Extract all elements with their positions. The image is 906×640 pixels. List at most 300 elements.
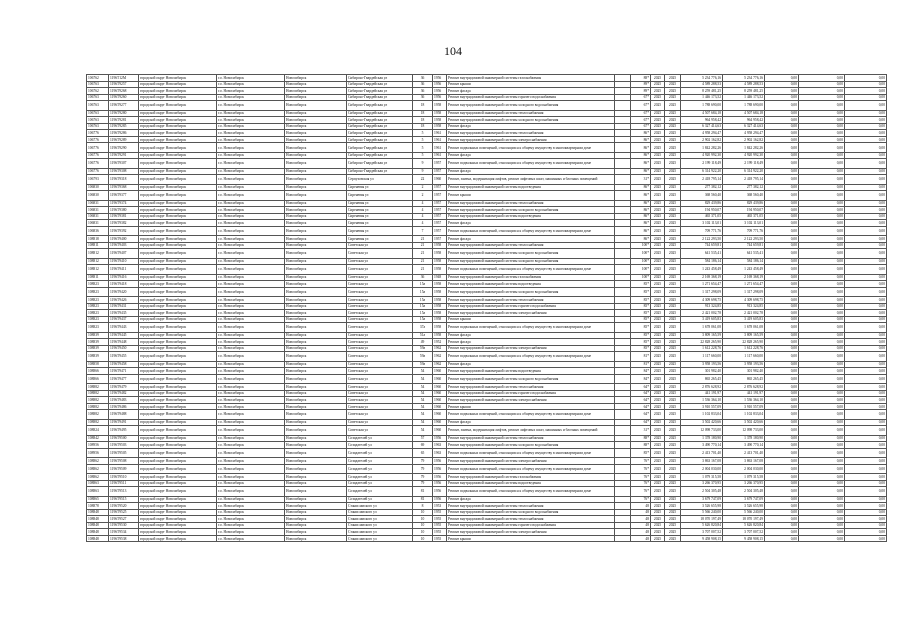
- total-cost-cell: 2 876 628,92: [681, 384, 723, 391]
- table-row: [87, 323, 887, 332]
- budget-cost-cell: 0,00: [765, 503, 799, 510]
- owners-cost-cell: 0,00: [845, 397, 887, 404]
- locality-cell: г.о. Новосибирск: [217, 220, 285, 227]
- fund-cost-cell: 2 413 701,40: [723, 448, 765, 457]
- total-cost-cell: 1 117 660,00: [681, 352, 723, 361]
- owners-cost-cell: 0,00: [845, 522, 887, 529]
- house-number-cell: 49: [413, 339, 433, 346]
- built-year-cell: 1957: [433, 168, 447, 175]
- priority-cell: 86*: [631, 159, 651, 168]
- street-cell: Сибирско-Гвардейская ул: [347, 117, 413, 124]
- owners-cost-cell: 0,00: [845, 168, 887, 175]
- priority-cell: 85*: [631, 287, 651, 296]
- priority-cell: 76*: [631, 464, 651, 473]
- owners-cost-cell: 0,00: [845, 345, 887, 352]
- house-id-cell: 1196T9308: [109, 168, 139, 175]
- total-cost-cell: 865 265,45: [681, 374, 723, 383]
- year-from-cell: 2025: [651, 397, 665, 404]
- priority-cell: 64*: [631, 384, 651, 391]
- locality-cell: г.о. Новосибирск: [217, 249, 285, 258]
- house-number-cell: 69: [413, 442, 433, 449]
- owners-cost-cell: 0,00: [845, 474, 887, 481]
- city-cell: Новосибирск: [285, 480, 347, 487]
- street-cell: Советская ул: [347, 374, 413, 383]
- street-cell: Созидателей ул: [347, 487, 413, 496]
- district-cell: городской округ Новосибирск: [139, 442, 217, 449]
- fund-cost-cell: 5 234 776,16: [723, 75, 765, 82]
- year-from-cell: 2025: [651, 136, 665, 143]
- budget-cost-cell: 0,00: [765, 487, 799, 496]
- built-year-cell: 1958: [433, 117, 447, 124]
- street-cell: Сиреневая ул: [347, 207, 413, 214]
- year-from-cell: 2025: [651, 316, 665, 323]
- budget-cost-cell: 0,00: [765, 410, 799, 419]
- year-to-cell: 2025: [665, 352, 681, 361]
- house-number-cell: 2: [413, 191, 433, 200]
- work-type-cell: Ремонт крыши: [447, 316, 615, 323]
- year-to-cell: 2025: [665, 88, 681, 95]
- row-number-cell: 108878: [87, 503, 109, 510]
- year-from-cell: 2025: [651, 368, 665, 375]
- total-cost-cell: 1 378 180,90: [681, 435, 723, 442]
- year-to-cell: 2025: [665, 316, 681, 323]
- owners-cost-cell: 0,00: [845, 509, 887, 516]
- street-cell: Советская ул: [347, 368, 413, 375]
- built-year-cell: 1956: [433, 496, 447, 503]
- budget-cost-cell: 0,00: [765, 274, 799, 281]
- priority-cell: 86*: [631, 200, 651, 207]
- fund-cost-cell: 964 958,42: [723, 117, 765, 124]
- house-number-cell: 10: [413, 535, 433, 542]
- house-number-cell: 36: [413, 88, 433, 95]
- house-number-cell: 5: [413, 152, 433, 159]
- locality-cell: г.о. Новосибирск: [217, 159, 285, 168]
- built-year-cell: 1961: [433, 143, 447, 152]
- local-budget-cell: 0,00: [799, 236, 845, 243]
- fund-cost-cell: 2 418 795,14: [723, 175, 765, 184]
- total-cost-cell: 3 958 193,56: [681, 361, 723, 368]
- year-to-cell: 2025: [665, 374, 681, 383]
- budget-cost-cell: 0,00: [765, 345, 799, 352]
- built-year-cell: 1953: [433, 503, 447, 510]
- fund-cost-cell: 2 504 305,48: [723, 487, 765, 496]
- city-cell: Новосибирск: [285, 332, 347, 339]
- city-cell: Новосибирск: [285, 101, 347, 110]
- fund-cost-cell: 1 842 282,26: [723, 143, 765, 152]
- locality-cell: г.о. Новосибирск: [217, 75, 285, 82]
- house-id-cell: 1196T9511: [109, 480, 139, 487]
- locality-cell: г.о. Новосибирск: [217, 323, 285, 332]
- built-year-cell: 1960: [433, 175, 447, 184]
- owners-cost-cell: 0,00: [845, 410, 887, 419]
- year-from-cell: 2025: [651, 236, 665, 243]
- house-number-cell: 7: [413, 226, 433, 235]
- city-cell: Новосибирск: [285, 368, 347, 375]
- city-cell: Новосибирск: [285, 464, 347, 473]
- owners-cost-cell: 0,00: [845, 368, 887, 375]
- work-type-cell: Ремонт фасада: [447, 361, 615, 368]
- budget-cost-cell: 0,00: [765, 117, 799, 124]
- city-cell: Новосибирск: [285, 175, 347, 184]
- district-cell: городской округ Новосибирск: [139, 168, 217, 175]
- local-budget-cell: 0,00: [799, 88, 845, 95]
- total-cost-cell: 3 266 370,95: [681, 480, 723, 487]
- row-number-cell: 108823: [87, 303, 109, 310]
- budget-cost-cell: 0,00: [765, 474, 799, 481]
- local-budget-cell: 0,00: [799, 258, 845, 265]
- priority-cell: 85*: [631, 448, 651, 457]
- work-type-cell: Ремонт внутридомовой инженерной системы теплоснабжения: [447, 516, 615, 523]
- row-number-cell: 108823: [87, 287, 109, 296]
- budget-cost-cell: 0,00: [765, 339, 799, 346]
- built-year-cell: 1948: [433, 274, 447, 281]
- owners-cost-cell: 0,00: [845, 496, 887, 503]
- fund-cost-cell: 8 259 481,25: [723, 88, 765, 95]
- city-cell: Новосибирск: [285, 496, 347, 503]
- total-cost-cell: 3 102 113,01: [681, 220, 723, 227]
- locality-cell: г.о. Новосибирск: [217, 384, 285, 391]
- row-number-cell: 108818: [87, 236, 109, 243]
- year-from-cell: 2025: [651, 332, 665, 339]
- year-to-cell: 2025: [665, 503, 681, 510]
- priority-cell: 88*: [631, 442, 651, 449]
- row-number-cell: 106763: [87, 117, 109, 124]
- priority-cell: 76*: [631, 480, 651, 487]
- city-cell: Новосибирск: [285, 374, 347, 383]
- fund-cost-cell: 3 863 167,08: [723, 458, 765, 465]
- house-id-cell: 1196T9280: [109, 110, 139, 117]
- budget-cost-cell: 0,00: [765, 220, 799, 227]
- local-budget-cell: 0,00: [799, 75, 845, 82]
- budget-cost-cell: 0,00: [765, 361, 799, 368]
- local-budget-cell: 0,00: [799, 442, 845, 449]
- year-to-cell: 2025: [665, 442, 681, 449]
- fund-cost-cell: 2 876 628,92: [723, 384, 765, 391]
- house-number-cell: 57: [413, 435, 433, 442]
- work-type-cell: Ремонт внутридомовой инженерной системы теплоснабжения: [447, 384, 615, 391]
- built-year-cell: 1960: [433, 374, 447, 383]
- row-number-cell: 106793: [87, 175, 109, 184]
- total-cost-cell: 3 707 007,52: [681, 529, 723, 536]
- work-type-cell: Ремонт внутридомовой инженерной системы холодного водоснабжения: [447, 207, 615, 214]
- row-number-cell: 108824: [87, 426, 109, 435]
- row-number-cell: 108848: [87, 522, 109, 529]
- district-cell: городской округ Новосибирск: [139, 332, 217, 339]
- house-id-cell: 1196T9403: [109, 242, 139, 249]
- budget-cost-cell: 0,00: [765, 297, 799, 304]
- district-cell: городской округ Новосибирск: [139, 522, 217, 529]
- house-number-cell: 15a: [413, 303, 433, 310]
- local-budget-cell: 0,00: [799, 242, 845, 249]
- owners-cost-cell: 0,00: [845, 184, 887, 191]
- work-type-cell: Ремонт внутридомовой инженерной системы теплоснабжения: [447, 110, 615, 117]
- priority-cell: 86*: [631, 191, 651, 200]
- priority-cell: 64*: [631, 410, 651, 419]
- blank-cell: [615, 159, 631, 168]
- local-budget-cell: 0,00: [799, 310, 845, 317]
- fund-cost-cell: 4 507 684,18: [723, 110, 765, 117]
- work-type-cell: Ремонт внутридомовой инженерной системы холодного водоснабжения: [447, 509, 615, 516]
- blank-cell: [615, 226, 631, 235]
- budget-cost-cell: 0,00: [765, 496, 799, 503]
- street-cell: Сибирско-Гвардейская ул: [347, 88, 413, 95]
- budget-cost-cell: 0,00: [765, 200, 799, 207]
- house-id-cell: 1196T9290: [109, 143, 139, 152]
- house-number-cell: 36: [413, 274, 433, 281]
- priority-cell: 85*: [631, 345, 651, 352]
- house-number-cell: 4: [413, 220, 433, 227]
- year-from-cell: 2025: [651, 426, 665, 435]
- year-from-cell: 2025: [651, 448, 665, 457]
- city-cell: Новосибирск: [285, 345, 347, 352]
- district-cell: городской округ Новосибирск: [139, 81, 217, 88]
- street-cell: Сибирско-Гвардейская ул: [347, 123, 413, 130]
- district-cell: городской округ Новосибирск: [139, 75, 217, 82]
- blank-cell: [615, 191, 631, 200]
- fund-cost-cell: 709 771,76: [723, 226, 765, 235]
- year-from-cell: 2025: [651, 509, 665, 516]
- priority-cell: 64*: [631, 419, 651, 426]
- budget-cost-cell: 0,00: [765, 458, 799, 465]
- house-id-cell: 1196T9520: [109, 503, 139, 510]
- built-year-cell: 1958: [433, 303, 447, 310]
- local-budget-cell: 0,00: [799, 426, 845, 435]
- year-to-cell: 2025: [665, 426, 681, 435]
- locality-cell: г.о. Новосибирск: [217, 458, 285, 465]
- built-year-cell: 1957: [433, 191, 447, 200]
- priority-cell: 31*: [631, 426, 651, 435]
- year-to-cell: 2025: [665, 339, 681, 346]
- fund-cost-cell: 6 314 922,20: [723, 168, 765, 175]
- city-cell: Новосибирск: [285, 303, 347, 310]
- street-cell: Сиреневая ул: [347, 200, 413, 207]
- locality-cell: г.о. Новосибирск: [217, 303, 285, 310]
- budget-cost-cell: 0,00: [765, 191, 799, 200]
- street-cell: Созидателей ул: [347, 448, 413, 457]
- locality-cell: г.о. Новосибирск: [217, 529, 285, 536]
- work-type-cell: Ремонт фасада: [447, 236, 615, 243]
- house-number-cell: 81: [413, 487, 433, 496]
- year-from-cell: 2025: [651, 152, 665, 159]
- local-budget-cell: 0,00: [799, 207, 845, 214]
- work-type-cell: Ремонт подвальных помещений, относящихся к общему имуществу в многоквартирном доме: [447, 265, 615, 274]
- locality-cell: г.о. Новосибирск: [217, 448, 285, 457]
- house-id-cell: 1196T9477: [109, 374, 139, 383]
- city-cell: Новосибирск: [285, 323, 347, 332]
- street-cell: Сибирско-Гвардейская ул: [347, 75, 413, 82]
- budget-cost-cell: 0,00: [765, 509, 799, 516]
- year-to-cell: 2025: [665, 274, 681, 281]
- locality-cell: г.о. Новосибирск: [217, 390, 285, 397]
- row-number-cell: 108823: [87, 281, 109, 288]
- priority-cell: 48: [631, 529, 651, 536]
- house-number-cell: 9: [413, 168, 433, 175]
- priority-cell: 64*: [631, 403, 651, 410]
- work-type-cell: Ремонт фасада: [447, 332, 615, 339]
- year-to-cell: 2025: [665, 184, 681, 191]
- owners-cost-cell: 0,00: [845, 361, 887, 368]
- house-id-cell: 1196T9525: [109, 509, 139, 516]
- locality-cell: г.о. Новосибирск: [217, 487, 285, 496]
- total-cost-cell: 1 079 315,58: [681, 474, 723, 481]
- house-number-cell: 79: [413, 474, 433, 481]
- district-cell: городской округ Новосибирск: [139, 94, 217, 101]
- built-year-cell: 1957: [433, 236, 447, 243]
- owners-cost-cell: 0,00: [845, 117, 887, 124]
- budget-cost-cell: 0,00: [765, 316, 799, 323]
- house-number-cell: 79: [413, 464, 433, 473]
- year-to-cell: 2025: [665, 191, 681, 200]
- house-number-cell: 59a: [413, 352, 433, 361]
- street-cell: Советская ул: [347, 249, 413, 258]
- house-id-cell: 1196T9435: [109, 310, 139, 317]
- fund-cost-cell: 913 324,85: [723, 303, 765, 310]
- built-year-cell: 1955: [433, 522, 447, 529]
- work-type-cell: Ремонт внутридомовой инженерной системы горячего водоснабжения: [447, 390, 615, 397]
- year-from-cell: 2025: [651, 487, 665, 496]
- city-cell: Новосибирск: [285, 297, 347, 304]
- year-to-cell: 2025: [665, 152, 681, 159]
- district-cell: городской округ Новосибирск: [139, 207, 217, 214]
- district-cell: городской округ Новосибирск: [139, 397, 217, 404]
- row-number-cell: 108862: [87, 458, 109, 465]
- total-cost-cell: 1 317 298,09: [681, 287, 723, 296]
- house-number-cell: 54: [413, 384, 433, 391]
- row-number-cell: 108862: [87, 474, 109, 481]
- year-from-cell: 2025: [651, 88, 665, 95]
- house-id-cell: 1196T9380: [109, 207, 139, 214]
- owners-cost-cell: 0,00: [845, 384, 887, 391]
- budget-cost-cell: 0,00: [765, 159, 799, 168]
- budget-cost-cell: 0,00: [765, 464, 799, 473]
- house-id-cell: 1196T9416: [109, 274, 139, 281]
- total-cost-cell: 301 982,40: [681, 368, 723, 375]
- priority-cell: 76*: [631, 458, 651, 465]
- total-cost-cell: 6 314 922,20: [681, 168, 723, 175]
- street-cell: Советская ул: [347, 426, 413, 435]
- row-number-cell: 108866: [87, 374, 109, 383]
- total-cost-cell: 2 418 795,14: [681, 175, 723, 184]
- city-cell: Новосибирск: [285, 435, 347, 442]
- built-year-cell: 1958: [433, 242, 447, 249]
- locality-cell: г.о. Новосибирск: [217, 361, 285, 368]
- total-cost-cell: 1 271 654,47: [681, 281, 723, 288]
- priority-cell: 85*: [631, 297, 651, 304]
- district-cell: городской округ Новосибирск: [139, 303, 217, 310]
- budget-cost-cell: 0,00: [765, 123, 799, 130]
- street-cell: Сиреневая ул: [347, 236, 413, 243]
- row-number-cell: 106776: [87, 130, 109, 137]
- built-year-cell: 1960: [433, 403, 447, 410]
- row-number-cell: 108956: [87, 442, 109, 449]
- house-number-cell: 79: [413, 480, 433, 487]
- house-id-cell: 1196T9508: [109, 458, 139, 465]
- built-year-cell: 1956: [433, 94, 447, 101]
- work-type-cell: Ремонт внутридомовой инженерной системы электроснабжения: [447, 529, 615, 536]
- built-year-cell: 1956: [433, 474, 447, 481]
- row-number-cell: 106831: [87, 213, 109, 220]
- priority-cell: 64*: [631, 397, 651, 404]
- capital-repair-table: [86, 74, 887, 542]
- year-to-cell: 2025: [665, 464, 681, 473]
- year-from-cell: 2025: [651, 123, 665, 130]
- total-cost-cell: 2 122 293,50: [681, 236, 723, 243]
- year-from-cell: 2025: [651, 265, 665, 274]
- owners-cost-cell: 0,00: [845, 81, 887, 88]
- row-number-cell: 108823: [87, 297, 109, 304]
- owners-cost-cell: 0,00: [845, 200, 887, 207]
- year-from-cell: 2025: [651, 458, 665, 465]
- row-number-cell: 108848: [87, 535, 109, 542]
- local-budget-cell: 0,00: [799, 332, 845, 339]
- owners-cost-cell: 0,00: [845, 143, 887, 152]
- district-cell: городской округ Новосибирск: [139, 339, 217, 346]
- district-cell: городской округ Новосибирск: [139, 352, 217, 361]
- year-from-cell: 2025: [651, 529, 665, 536]
- total-cost-cell: 3 502 420,66: [681, 419, 723, 426]
- locality-cell: г.о. Новосибирск: [217, 258, 285, 265]
- built-year-cell: 1956: [433, 88, 447, 95]
- table-row: [87, 287, 887, 296]
- city-cell: Новосибирск: [285, 474, 347, 481]
- house-number-cell: 15a: [413, 310, 433, 317]
- work-type-cell: Ремонт крыши: [447, 403, 615, 410]
- row-number-cell: 108882: [87, 403, 109, 410]
- total-cost-cell: 4 589 288,53: [681, 81, 723, 88]
- row-number-cell: 106763: [87, 123, 109, 130]
- priority-cell: 86*: [631, 207, 651, 214]
- table-row: [87, 448, 887, 457]
- city-cell: Новосибирск: [285, 88, 347, 95]
- street-cell: Советская ул: [347, 384, 413, 391]
- house-number-cell: 15a: [413, 287, 433, 296]
- total-cost-cell: 1 446 173,52: [681, 94, 723, 101]
- year-to-cell: 2025: [665, 143, 681, 152]
- district-cell: городской округ Новосибирск: [139, 236, 217, 243]
- fund-cost-cell: 9 458 908,15: [723, 535, 765, 542]
- district-cell: городской округ Новосибирск: [139, 220, 217, 227]
- city-cell: Новосибирск: [285, 220, 347, 227]
- built-year-cell: 1957: [433, 226, 447, 235]
- local-budget-cell: 0,00: [799, 374, 845, 383]
- local-budget-cell: 0,00: [799, 200, 845, 207]
- local-budget-cell: 0,00: [799, 384, 845, 391]
- fund-cost-cell: 4 589 288,53: [723, 81, 765, 88]
- fund-cost-cell: 2 122 293,50: [723, 236, 765, 243]
- fund-cost-cell: 1 079 315,58: [723, 474, 765, 481]
- city-cell: Новосибирск: [285, 242, 347, 249]
- work-type-cell: Ремонт внутридомовой инженерной системы теплоснабжения: [447, 503, 615, 510]
- blank-cell: [615, 448, 631, 457]
- house-id-cell: 1196T9260: [109, 94, 139, 101]
- local-budget-cell: 0,00: [799, 123, 845, 130]
- locality-cell: г.о. Новосибирск: [217, 130, 285, 137]
- house-number-cell: 37a: [413, 323, 433, 332]
- blank-cell: [615, 410, 631, 419]
- owners-cost-cell: 0,00: [845, 487, 887, 496]
- built-year-cell: 1956: [433, 81, 447, 88]
- budget-cost-cell: 0,00: [765, 384, 799, 391]
- city-cell: Новосибирск: [285, 458, 347, 465]
- built-year-cell: 1956: [433, 464, 447, 473]
- district-cell: городской округ Новосибирск: [139, 509, 217, 516]
- total-cost-cell: 9 458 908,15: [681, 535, 723, 542]
- locality-cell: г.о. Новосибирск: [217, 419, 285, 426]
- owners-cost-cell: 0,00: [845, 316, 887, 323]
- year-from-cell: 2025: [651, 442, 665, 449]
- locality-cell: г.о. Новосибирск: [217, 207, 285, 214]
- built-year-cell: 1960: [433, 384, 447, 391]
